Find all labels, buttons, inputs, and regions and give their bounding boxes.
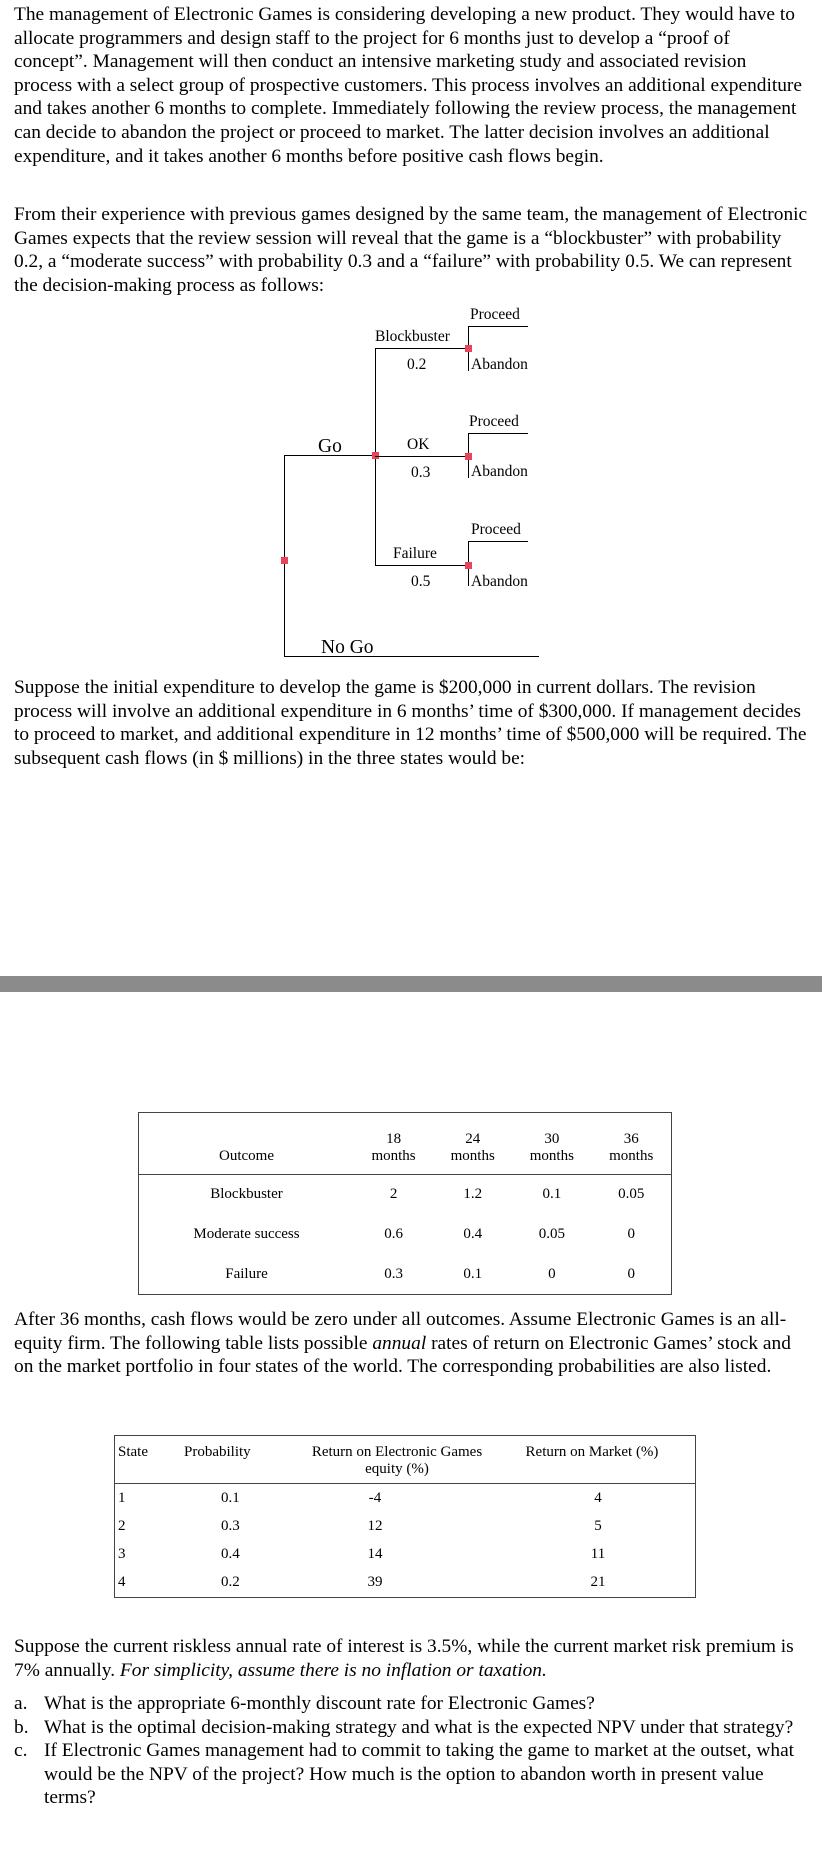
failure-line: [375, 565, 468, 566]
failure-decision-node: [465, 562, 472, 569]
cash-flow-table: [138, 1112, 672, 1295]
value-cell: 0.6: [384, 1226, 403, 1242]
question-a: [14, 1692, 810, 1716]
period-header: [354, 1113, 433, 1175]
market-return-cell: 4: [489, 1484, 696, 1513]
question-text: What is the optimal decision-making strategy and what is the expected NPV under that strategy?: [44, 1716, 794, 1738]
blockbuster-proceed-line: [468, 326, 528, 327]
period-header: [512, 1113, 591, 1175]
market-return-cell: 11: [489, 1541, 696, 1569]
state-cell: 1: [115, 1484, 185, 1513]
table-row: [115, 1541, 696, 1569]
market-return-header: Return on Market (%): [489, 1436, 696, 1484]
value-cell: 0.05: [538, 1226, 565, 1242]
eg-return-cell: 14: [367, 1546, 383, 1562]
ok-label: OK: [407, 436, 430, 453]
ok-line: [375, 456, 468, 457]
outcome-header: Outcome: [139, 1113, 355, 1175]
decision-node-go-nogo: [281, 557, 288, 564]
paragraph-5-emphasis: For simplicity, assume there is no inflation or taxation.: [119, 1659, 547, 1681]
ok-abandon-label: Abandon: [471, 463, 528, 480]
value-cell: 0: [627, 1265, 635, 1282]
failure-abandon-label: Abandon: [471, 573, 528, 590]
period-header-num: 30: [544, 1131, 560, 1147]
go-label: Go: [318, 436, 342, 457]
question-c: [14, 1739, 810, 1810]
value-cell: 0.1: [463, 1265, 483, 1282]
eg-return-cell: 39: [367, 1574, 383, 1591]
question-marker: a.: [14, 1693, 28, 1714]
table-row: [139, 1215, 672, 1255]
question-marker: c.: [14, 1740, 28, 1762]
value-cell: 0: [627, 1226, 635, 1242]
question-b: [14, 1716, 810, 1740]
value-cell: 2: [389, 1186, 398, 1203]
blockbuster-abandon-label: Abandon: [471, 356, 528, 373]
paragraph-5-text: Suppose the current riskless annual rate of interest is 3.5%, while the current market risk premium is 7% annually.: [14, 1636, 794, 1681]
table-row: [139, 1175, 672, 1215]
blockbuster-label: Blockbuster: [375, 328, 450, 345]
intro-paragraph-1: The management of Electronic Games is considering developing a new product. They would have to allocate programmers and design staff to the project for 6 months just to develop a “proof of concept”. Management will then conduct an intensive marketing study and associated revision process with a select group of prospective customers. This process involves an additional expenditure and takes another 6 months to complete. Immediately following the review process, the management can decide to abandon the project or proceed to market. The latter decision involves an additional expenditure, and it takes another 6 months before positive cash flows begin.: [14, 4, 802, 167]
paragraph-4-text-end: rates of return on Electronic Games’ stock and on the market portfolio in four states of the world. The corresponding probabilities are also listed.: [14, 1332, 791, 1378]
failure-proceed-line: [468, 541, 528, 542]
value-cell: 0.3: [384, 1265, 403, 1282]
no-go-label: No Go: [321, 637, 374, 658]
value-cell: 1.2: [463, 1186, 483, 1203]
period-header-unit: months: [529, 1148, 574, 1164]
period-header: [433, 1113, 512, 1175]
value-cell: 0.1: [542, 1186, 562, 1203]
ok-proceed-label: Proceed: [469, 413, 519, 430]
question-marker: b.: [14, 1716, 29, 1738]
blockbuster-probability: 0.2: [407, 356, 427, 373]
blockbuster-proceed-label: Proceed: [470, 306, 520, 323]
period-header-unit: months: [371, 1148, 416, 1164]
failure-probability: 0.5: [411, 573, 431, 590]
tree-trunk-line: [284, 455, 285, 657]
probability-header: Probability: [184, 1444, 251, 1460]
cash-flow-header-row: [139, 1113, 672, 1175]
paragraph-4-text: After 36 months, cash flows would be zero under all outcomes. Assume Electronic Games is an all-equity firm. The following table lists possible: [14, 1309, 787, 1354]
period-header-unit: months: [609, 1148, 654, 1164]
page-separator: [0, 976, 822, 992]
paragraph-5: [14, 1635, 808, 1682]
probability-cell: 0.3: [221, 1518, 240, 1534]
blockbuster-line: [375, 348, 468, 349]
table-row: [115, 1484, 696, 1513]
period-header-num: 36: [623, 1131, 639, 1147]
question-text: What is the appropriate 6-monthly discount rate for Electronic Games?: [44, 1693, 595, 1714]
market-return-cell: 21: [489, 1569, 696, 1598]
table-row: [139, 1255, 672, 1295]
failure-label: Failure: [393, 545, 437, 562]
table-row: [115, 1513, 696, 1541]
eg-return-header: Return on Electronic Games equity (%): [311, 1444, 483, 1477]
state-cell: 4: [115, 1569, 185, 1598]
outcome-cell: Blockbuster: [210, 1186, 283, 1203]
intro-paragraph-2: From their experience with previous games designed by the same team, the management of Electronic Games expects that the review session will reveal that the game is a “blockbuster” with probability 0.2, a “moderate success” with probability 0.3 and a “failure” with probability 0.5. We can represent the decision-making process as follows:: [14, 204, 808, 296]
probability-cell: 0.4: [221, 1546, 240, 1562]
outcome-cell: Moderate success: [193, 1226, 300, 1242]
returns-header-row: [115, 1436, 696, 1484]
question-list: [14, 1692, 810, 1810]
paragraph-4: [14, 1308, 808, 1379]
returns-table: [114, 1435, 696, 1598]
state-header: State: [115, 1436, 185, 1484]
paragraph-4-emphasis: annual: [372, 1332, 427, 1354]
failure-proceed-label: Proceed: [471, 521, 521, 538]
value-cell: 0.05: [618, 1186, 645, 1203]
value-cell: 0: [548, 1265, 556, 1282]
probability-cell: 0.1: [221, 1489, 240, 1506]
blockbuster-decision-node: [465, 345, 472, 352]
table-row: [115, 1569, 696, 1598]
state-cell: 2: [115, 1513, 185, 1541]
paragraph-3: Suppose the initial expenditure to develop the game is $200,000 in current dollars. The revision process will involve an additional expenditure in 6 months’ time of $300,000. If management decides to proceed to market, and additional expenditure in 12 months’ time of $500,000 will be required. The subsequent cash flows (in $ millions) in the three states would be:: [14, 677, 807, 769]
ok-probability: 0.3: [411, 464, 431, 481]
period-header-unit: months: [450, 1148, 495, 1164]
state-cell: 3: [115, 1541, 185, 1569]
ok-decision-node: [465, 453, 472, 460]
question-text: If Electronic Games management had to commit to taking the game to market at the outset, what would be the NPV of the project? How much is the option to abandon worth in present value terms?: [44, 1740, 795, 1809]
period-header: [591, 1113, 671, 1175]
ok-proceed-line: [468, 433, 528, 434]
value-cell: 0.4: [463, 1226, 483, 1242]
period-header-num: 18: [386, 1131, 402, 1147]
period-header-num: 24: [465, 1131, 481, 1147]
probability-cell: 0.2: [221, 1574, 240, 1591]
market-return-cell: 5: [489, 1513, 696, 1541]
eg-return-cell: 12: [367, 1518, 383, 1534]
eg-return-cell: -4: [368, 1489, 382, 1506]
outcome-cell: Failure: [225, 1265, 268, 1282]
